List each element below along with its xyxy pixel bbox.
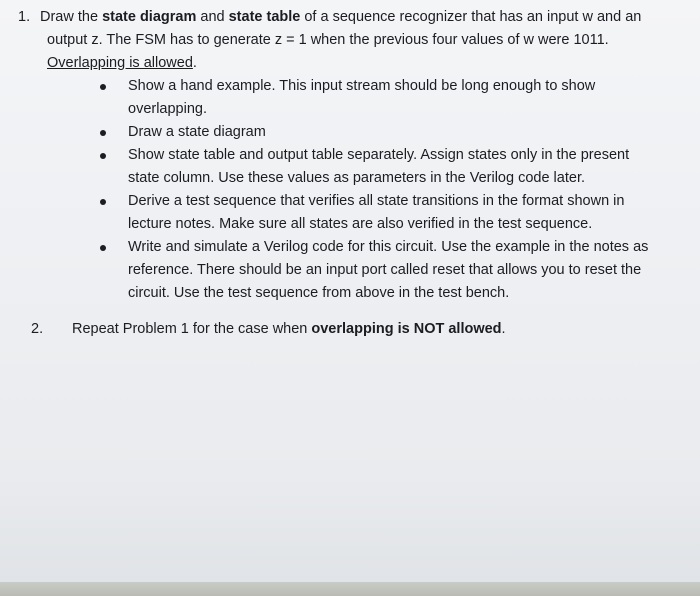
bullet-dot-icon (100, 153, 106, 159)
bullet-item (100, 144, 688, 190)
assignment-text (18, 6, 688, 341)
bullet-text: Write and simulate a Verilog code for this circuit. Use the example in the notes as reference. There should be an input port called reset that allows you to reset the circuit. Use the test sequence from above in the test bench. (128, 239, 649, 301)
problem-1-statement (40, 6, 688, 75)
bullet-dot-icon (100, 84, 106, 90)
problem-2-number: 2. (31, 321, 44, 337)
problem-1-number: 1. (18, 9, 31, 25)
bullet-item (100, 236, 688, 305)
problem-1-text-d: . (192, 55, 197, 71)
bullet-dot-icon (100, 245, 106, 251)
problem-1-text-a: Draw the (40, 9, 103, 25)
bullet-text: Derive a test sequence that verifies all state transitions in the format shown in lecture notes. Make sure all states are also verified in the test sequence. (128, 193, 625, 232)
problem-2-statement (72, 318, 688, 341)
problem-1-body (40, 6, 688, 305)
bullet-text: Show state table and output table separately. Assign states only in the present state column. Use these values as parameters in the Verilog code later. (128, 147, 630, 186)
problem-1-bold-state-table: state table (228, 9, 301, 25)
problem-1-bold-state-diagram: state diagram (102, 9, 197, 25)
screen-bottom-edge (0, 582, 700, 596)
bullet-text: Draw a state diagram (128, 124, 266, 140)
problem-2-text-a: Repeat Problem 1 for the case when (72, 321, 312, 337)
bullet-item (100, 75, 688, 121)
bullet-item (100, 190, 688, 236)
problem-1 (18, 6, 688, 305)
problem-1-overlapping-allowed: Overlapping is allowed (47, 55, 193, 71)
problem-2 (18, 318, 688, 341)
bullet-dot-icon (100, 130, 106, 136)
problem-1-bullet-list (40, 75, 688, 305)
problem-1-text-c: of a sequence recognizer that has an input w and an output z. The FSM has to generate z = 1 when the previous four values of w were 1011. (47, 9, 642, 48)
bullet-text: Show a hand example. This input stream should be long enough to show overlapping. (128, 78, 596, 117)
problem-2-bold-not-allowed: overlapping is NOT allowed (311, 321, 502, 337)
bullet-dot-icon (100, 199, 106, 205)
problem-2-text-b: . (501, 321, 506, 337)
problem-1-text-b: and (196, 9, 229, 25)
bullet-item (100, 121, 688, 144)
